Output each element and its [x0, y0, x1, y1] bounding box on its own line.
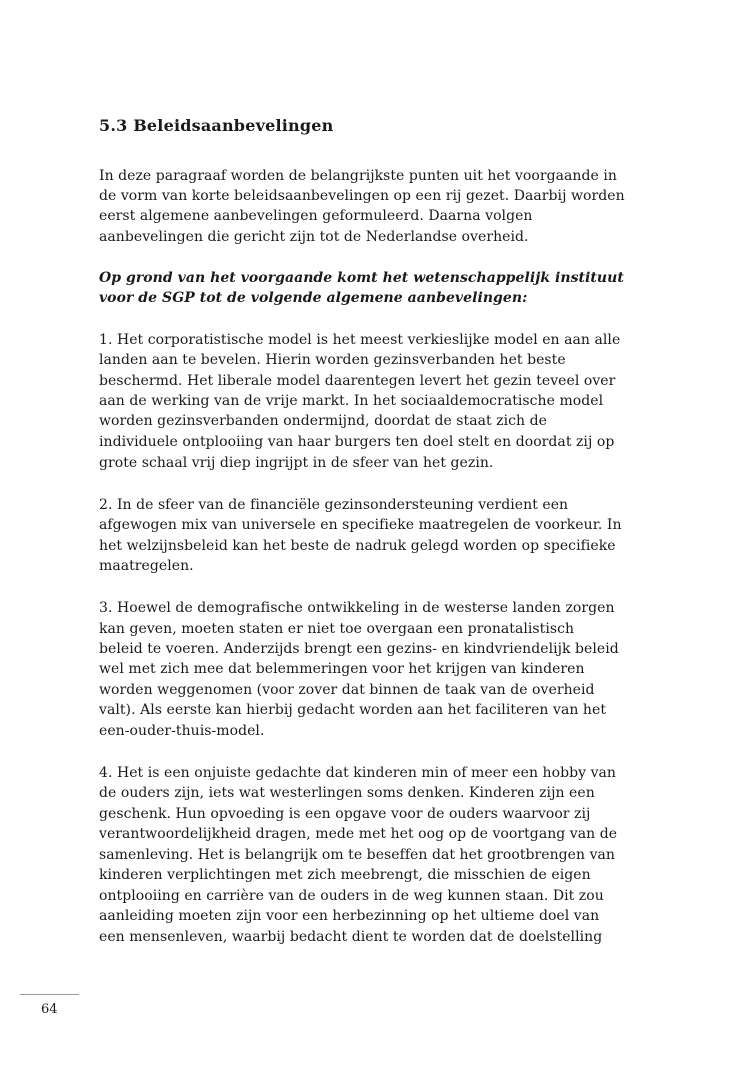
text-line: 3. Hoewel de demografische ontwikkeling in de westerse landen zorgen: [99, 600, 615, 616]
text-line: het welzijnsbeleid kan het beste de nadruk gelegd worden op specifieke: [99, 538, 616, 554]
text-line: voor de SGP tot de volgende algemene aanbevelingen:: [99, 290, 528, 306]
text-line: landen aan te bevelen. Hierin worden gezinsverbanden het beste: [99, 352, 566, 368]
text-line: grote schaal vrij diep ingrijpt in de sfeer van het gezin.: [99, 455, 494, 471]
text-line: Op grond van het voorgaande komt het wetenschappelijk instituut: [99, 270, 624, 286]
text-line: maatregelen.: [99, 558, 194, 574]
text-line: aanleiding moeten zijn voor een herbezinning op het ultieme doel van: [99, 908, 600, 924]
text-line: samenleving. Het is belangrijk om te beseffen dat het grootbrengen van: [99, 847, 616, 863]
text-line: de vorm van korte beleidsaanbevelingen op een rij gezet. Daarbij worden: [99, 188, 625, 204]
text-line: een-ouder-thuis-model.: [99, 723, 265, 739]
text-line: verantwoordelijkheid dragen, mede met het oog op de voortgang van de: [99, 826, 618, 842]
text-line: kinderen verplichtingen met zich meebrengt, die misschien de eigen: [99, 867, 591, 883]
text-line: ontplooiing en carrière van de ouders in de weg kunnen staan. Dit zou: [99, 888, 604, 904]
text-line: valt). Als eerste kan hierbij gedacht worden aan het faciliteren van het: [99, 702, 607, 718]
text-line: kan geven, moeten staten er niet toe overgaan een pronatalistisch: [99, 621, 575, 637]
text-line: wel met zich mee dat belemmeringen voor het krijgen van kinderen: [99, 661, 585, 677]
text-line: beleid te voeren. Anderzijds brengt een gezins- en kindvriendelijk beleid: [99, 641, 619, 657]
text-line: 1. Het corporatistische model is het meest verkieslijke model en aan alle: [99, 332, 621, 348]
text-line: 4. Het is een onjuiste gedachte dat kinderen min of meer een hobby van: [99, 765, 616, 781]
text-line: de ouders zijn, iets wat westerlingen soms denken. Kinderen zijn een: [99, 785, 595, 801]
text-line: afgewogen mix van universele en specifieke maatregelen de voorkeur. In: [99, 517, 622, 533]
text-line: 2. In de sfeer van de financiële gezinsondersteuning verdient een: [99, 497, 569, 513]
page-number: 64: [41, 1002, 58, 1017]
section-heading: 5.3 Beleidsaanbevelingen: [99, 116, 334, 135]
text-line: aan de werking van de vrije markt. In het sociaaldemocratische model: [99, 393, 604, 409]
text-line: eerst algemene aanbevelingen geformuleerd. Daarna volgen: [99, 208, 533, 224]
text-line: aanbevelingen die gericht zijn tot de Nederlandse overheid.: [99, 229, 529, 245]
footer-rule: [20, 994, 79, 995]
text-line: In deze paragraaf worden de belangrijkste punten uit het voorgaande in: [99, 168, 617, 184]
text-line: geschenk. Hun opvoeding is een opgave voor de ouders waarvoor zij: [99, 806, 591, 822]
text-line: een mensenleven, waarbij bedacht dient te worden dat de doelstelling: [99, 929, 603, 945]
text-line: beschermd. Het liberale model daarentegen levert het gezin teveel over: [99, 373, 616, 389]
text-line: individuele ontplooiing van haar burgers ten doel stelt en doordat zij op: [99, 434, 615, 450]
text-line: worden gezinsverbanden ondermijnd, doordat de staat zich de: [99, 413, 547, 429]
text-line: worden weggenomen (voor zover dat binnen de taak van de overheid: [99, 682, 595, 698]
